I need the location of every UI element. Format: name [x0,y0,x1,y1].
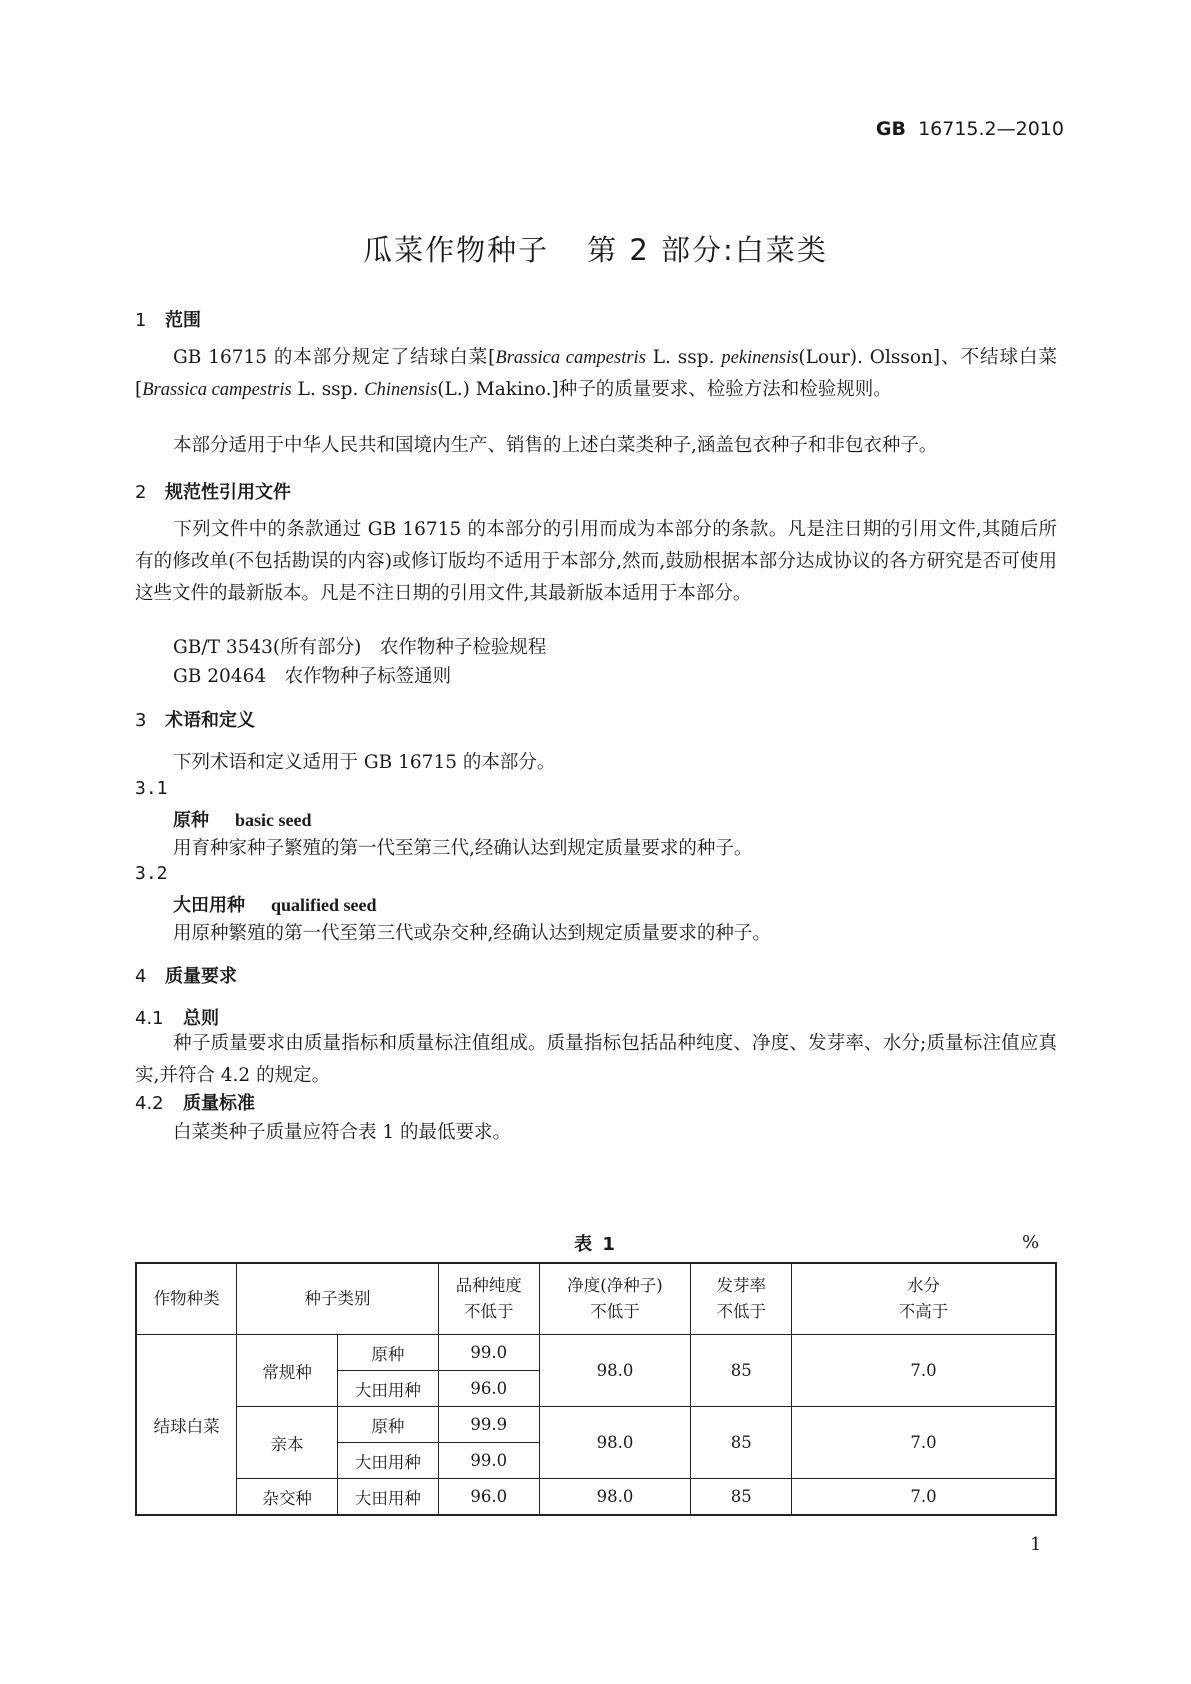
table-unit: % [1022,1232,1040,1253]
reference-1: GB/T 3543(所有部分) 农作物种子检验规程 [173,637,547,658]
header-crop: 作物种类 [136,1263,237,1335]
header-line: 不低于 [590,1302,640,1321]
text-span: 下列文件中的条款通过 GB 16715 的本部分的引用而成为本部分的条款。凡是注日期的引用文件,其随后所有的修改单(不包括勘误的内容)或修订版均不适用于本部分,然而,鼓励根据本部分达成协议的各方研究是否可使用这些文件的最新版本。凡是不注日期的引用文件,其最新版本适用于本部分。 [135,519,1057,604]
header-germination [691,1263,792,1335]
cell-purity: 99.9 [438,1407,539,1443]
section-number: 1 [135,310,147,331]
term-chinese: 原种 [173,810,209,831]
table-caption: 表 1 [574,1234,617,1255]
text-span: 本部分适用于中华人民共和国境内生产、销售的上述白菜类种子,涵盖包衣种子和非包衣种子。 [173,435,938,456]
section-3-paragraph: 下列术语和定义适用于 GB 16715 的本部分。 [173,752,556,773]
table-row [136,1479,1056,1516]
term-1 [173,806,312,832]
cell-moisture: 7.0 [792,1335,1056,1407]
latin-name: Brassica campestris [142,380,292,400]
cell-cleanliness: 98.0 [539,1407,691,1479]
cell-cleanliness: 98.0 [539,1335,691,1407]
cell-germination: 85 [691,1479,792,1516]
cell-cleanliness: 98.0 [539,1479,691,1516]
term-2-number: 3.2 [135,863,168,884]
cell-seed-type: 杂交种 [237,1479,338,1516]
text-span: GB 16715 的本部分规定了结球白菜[ [173,347,496,368]
term-chinese: 大田用种 [173,895,245,916]
standard-code [876,118,1064,140]
seed-quality-table [135,1262,1057,1516]
section-3-heading [135,706,255,732]
reference-2: GB 20464 农作物种子标签通则 [173,666,452,687]
cell-seed-class: 大田用种 [338,1443,439,1479]
header-line: 不低于 [716,1302,766,1321]
table-header-row [136,1263,1056,1335]
section-1-heading [135,306,201,332]
section-number: 3 [135,710,147,731]
cell-purity: 99.0 [438,1443,539,1479]
table-row [136,1335,1056,1371]
section-1-paragraph-1 [135,342,1057,406]
cell-seed-class: 原种 [338,1407,439,1443]
text-span: L. ssp. [291,379,365,400]
term-1-definition: 用育种家种子繁殖的第一代至第三代,经确认达到规定质量要求的种子。 [173,838,753,859]
cell-moisture: 7.0 [792,1479,1056,1516]
section-title: 术语和定义 [165,710,255,731]
header-moisture [792,1263,1056,1335]
cell-crop: 结球白菜 [136,1335,237,1516]
standard-number: 16715.2—2010 [918,118,1064,140]
section-title: 范围 [165,310,201,331]
cell-germination: 85 [691,1407,792,1479]
term-english: qualified seed [271,895,377,915]
document-title [0,228,1191,269]
text-span: (Lour). Olsson]、不结球白菜[ [135,347,1057,400]
latin-name: Chinensis [364,380,438,400]
header-line: 水分 [907,1276,941,1295]
cell-seed-class: 原种 [338,1335,439,1371]
cell-seed-type: 亲本 [237,1407,338,1479]
header-line: 不高于 [898,1302,949,1321]
term-english: basic seed [235,810,312,830]
section-2-heading [135,478,291,504]
term-1-number: 3.1 [135,778,168,799]
section-number: 4.1 [135,1008,164,1029]
section-title: 质量标准 [183,1093,255,1114]
cell-moisture: 7.0 [792,1407,1056,1479]
section-title: 规范性引用文件 [165,482,291,503]
term-2 [173,891,377,917]
title-part2: 第 2 部分:白菜类 [587,233,828,267]
header-line: 净度(净种子) [567,1276,663,1295]
header-seed-type: 种子类别 [237,1263,439,1335]
section-4-1-paragraph [135,1028,1057,1092]
header-purity [438,1263,539,1335]
cell-purity: 96.0 [438,1479,539,1516]
page-number: 1 [1030,1534,1042,1555]
text-span: L. ssp. [645,347,722,368]
cell-purity: 99.0 [438,1335,539,1371]
header-line: 品种纯度 [455,1276,522,1295]
section-4-2-paragraph: 白菜类种子质量应符合表 1 的最低要求。 [173,1122,512,1143]
section-title: 总则 [183,1008,219,1029]
section-1-paragraph-2 [135,430,1057,462]
title-part1: 瓜菜作物种子 [363,233,550,267]
header-line: 发芽率 [716,1276,766,1295]
text-span: 种子质量要求由质量指标和质量标注值组成。质量指标包括品种纯度、净度、发芽率、水分;质量标注值应真实,并符合 4.2 的规定。 [135,1033,1057,1086]
cell-seed-class: 大田用种 [338,1371,439,1407]
latin-name: Brassica campestris [495,348,646,368]
header-cleanliness [539,1263,691,1335]
section-number: 4 [135,966,147,987]
cell-purity: 96.0 [438,1371,539,1407]
table-row [136,1407,1056,1443]
term-2-definition: 用原种繁殖的第一代至第三代或杂交种,经确认达到规定质量要求的种子。 [173,923,771,944]
section-title: 质量要求 [165,966,237,987]
header-line: 不低于 [463,1302,514,1321]
section-2-paragraph [135,514,1057,610]
section-4-2-heading [135,1089,255,1115]
cell-seed-type: 常规种 [237,1335,338,1407]
section-number: 2 [135,482,147,503]
section-4-1-heading [135,1004,219,1030]
cell-germination: 85 [691,1335,792,1407]
latin-name: pekinensis [721,348,799,368]
section-number: 4.2 [135,1093,164,1114]
text-span: (L.) Makino.]种子的质量要求、检验方法和检验规则。 [437,379,892,400]
standard-prefix: GB [875,118,906,140]
cell-seed-class: 大田用种 [338,1479,439,1516]
section-4-heading [135,962,237,988]
